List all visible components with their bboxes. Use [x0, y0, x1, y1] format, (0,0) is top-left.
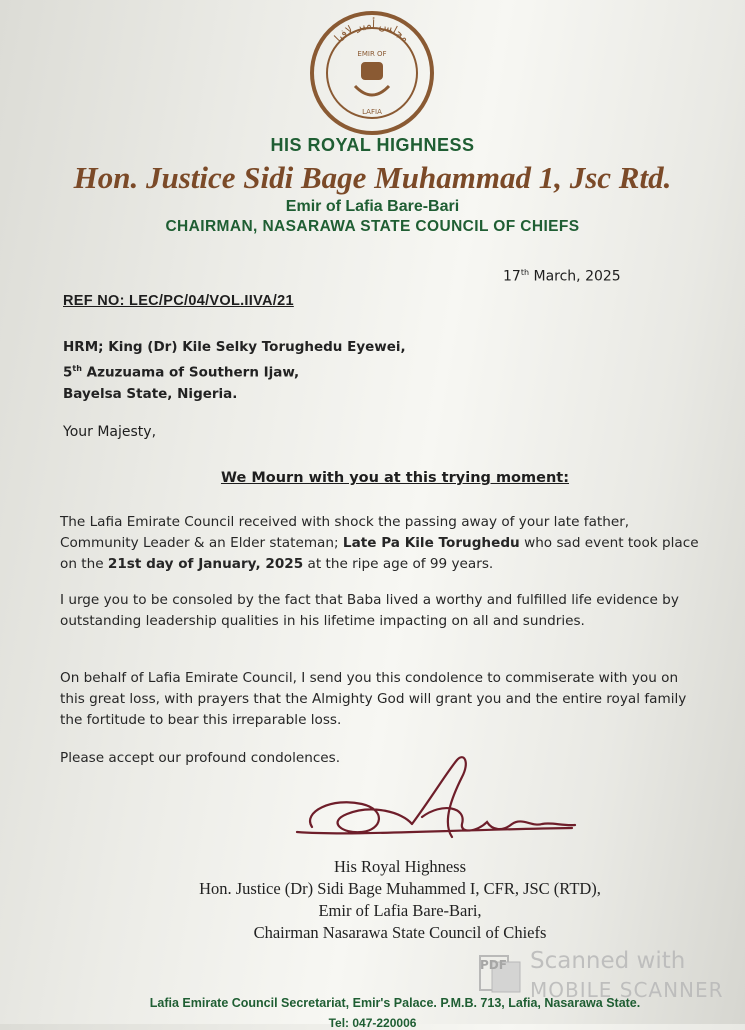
chairman-title: CHAIRMAN, NASARAWA STATE COUNCIL OF CHIEFS	[165, 218, 580, 235]
emirate-seal	[309, 10, 435, 136]
paragraph: On behalf of Lafia Emirate Council, I send you this condolence to commiserate with you on this great loss, with prayers that the Almighty God will grant you and the entire royal family the fortitude to bear this irreparable loss.	[60, 670, 687, 728]
pdf-label: PDF	[480, 958, 507, 972]
addressee-block	[63, 337, 406, 405]
royal-title: HIS ROYAL HIGHNESS	[270, 135, 475, 155]
letter-date: 17th March, 2025	[503, 268, 621, 285]
signatory-title: His Royal Highness	[334, 857, 466, 876]
signatory-chairman-title: Chairman Nasarawa State Council of Chiefs	[253, 923, 547, 942]
addressee-line: Bayelsa State, Nigeria.	[63, 385, 238, 402]
paragraph: I urge you to be consoled by the fact that Baba lived a worthy and fulfilled life evidence by outstanding leadership qualities in his lifetime impacting on all and sundries.	[60, 592, 679, 629]
footer-address: Lafia Emirate Council Secretariat, Emir's Palace. P.M.B. 713, Lafia, Nasarawa State.	[149, 996, 641, 1010]
addressee-line: 5th Azuzuama of Southern Ijaw,	[63, 364, 300, 381]
handwritten-signature	[292, 752, 577, 862]
addressee-line: HRM; King (Dr) Kile Selky Torughedu Eyewei,	[63, 339, 406, 355]
paragraph: The Lafia Emirate Council received with shock the passing away of your late father, Community Leader & an Elder stateman; Late Pa Kile Torughedu who sad event took place on the 21st day of January, 2025 at the ripe age of 99 years.	[60, 514, 699, 572]
reference-number: REF NO: LEC/PC/04/VOL.IIVA/21	[63, 293, 294, 309]
signatory-name: Hon. Justice (Dr) Sidi Bage Muhammed I, CFR, JSC (RTD),	[199, 879, 601, 898]
letter-heading: We Mourn with you at this trying moment:	[220, 470, 570, 486]
watermark-line-2: MOBILE SCANNER	[530, 978, 724, 1002]
watermark-line-1: Scanned with	[530, 948, 686, 974]
seal-arabic-text: مجلس أمير لافيا	[331, 17, 413, 45]
emir-name-heading: Hon. Justice Sidi Bage Muhammad 1, Jsc Rtd.	[73, 160, 672, 195]
salutation: Your Majesty,	[63, 424, 157, 440]
emir-title: Emir of Lafia Bare-Bari	[285, 198, 460, 215]
footer-telephone: Tel: 047-220006	[328, 1016, 417, 1030]
closing-line: Please accept our profound condolences.	[60, 750, 341, 766]
seal-center-text: EMIR OF	[357, 50, 387, 58]
signatory-emir-title: Emir of Lafia Bare-Bari,	[318, 901, 482, 920]
seal-bottom-text: LAFIA	[362, 108, 382, 116]
